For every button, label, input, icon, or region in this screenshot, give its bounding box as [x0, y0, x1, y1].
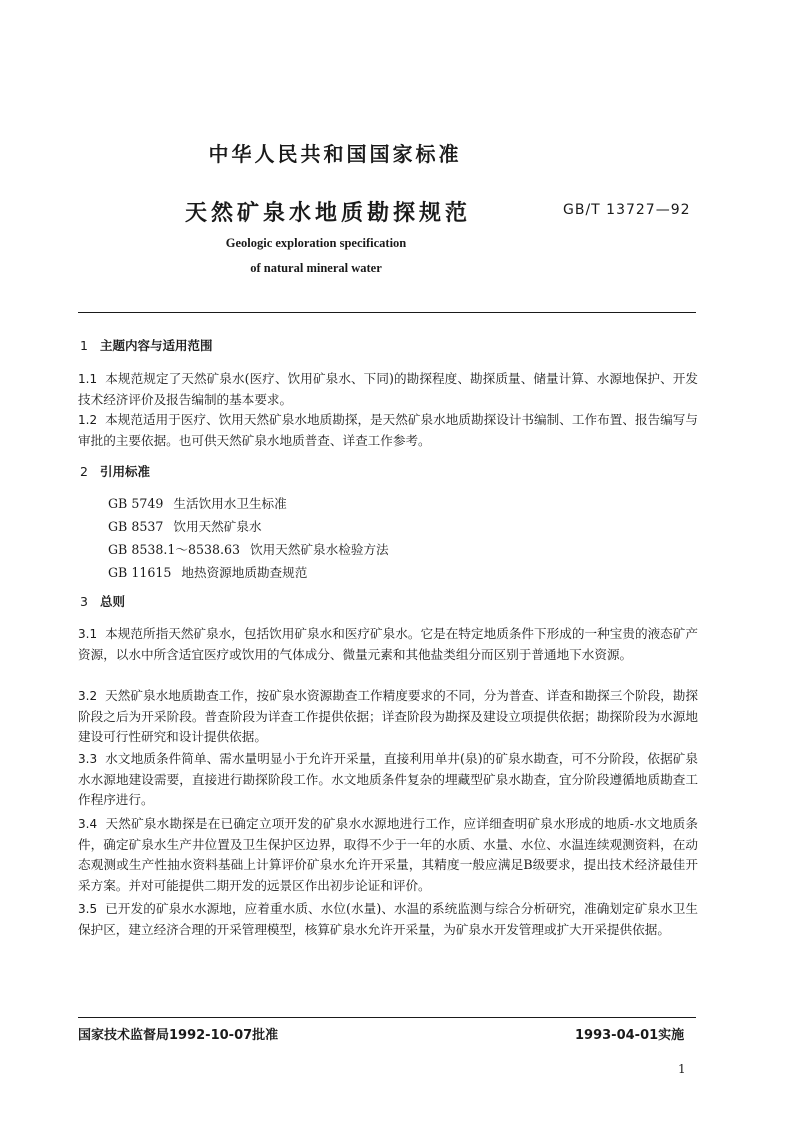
document-title: 天然矿泉水地质勘探规范: [185, 201, 472, 226]
section-title: 引用标准: [100, 464, 151, 479]
paragraph-1-2: [78, 410, 698, 451]
clause-text: 本规范所指天然矿泉水，包括饮用矿泉水和医疗矿泉水。它是在特定地质条件下形成的一种宝贵的液态矿产资源，以水中所含适宜医疗或饮用的气体成分、微量元素和其他盐类组分而区别于普通地下水资源。: [78, 626, 699, 662]
section-number: 1: [80, 338, 88, 353]
ref-code: GB 8537: [108, 519, 164, 534]
clause-number: 1.2: [78, 413, 98, 427]
list-item: [108, 515, 389, 538]
clause-text: 已开发的矿泉水水源地，应着重水质、水位(水量)、水温的系统监测与综合分析研究，准确划定矿泉水卫生保护区，建立经济合理的开采管理模型，核算矿泉水允许开采量，为矿泉水开发管理或扩大开采提供依据。: [78, 901, 699, 937]
clause-number: 3.5: [78, 902, 98, 916]
approval-note: 国家技术监督局1992-10-07批准: [78, 1028, 279, 1043]
section-title: 主题内容与适用范围: [100, 338, 213, 353]
standard-org-heading: 中华人民共和国国家标准: [208, 142, 462, 166]
clause-text: 天然矿泉水地质勘查工作，按矿泉水资源勘查工作精度要求的不同，分为普查、详查和勘探三个阶段，勘探阶段之后为开采阶段。普查阶段为详查工作提供依据；详查阶段为勘探及建设立项提供依据；勘探阶段为水源地建设可行性研究和设计提供依据。: [78, 688, 699, 744]
section-number: 3: [80, 594, 88, 609]
english-title-line-2: of natural mineral water: [250, 261, 382, 275]
paragraph-3-4: [78, 814, 698, 896]
ref-name: 生活饮用水卫生标准: [173, 496, 287, 511]
paragraph-3-1: [78, 624, 698, 665]
referenced-standards-list: [108, 492, 389, 584]
clause-text: 天然矿泉水勘探是在已确定立项开发的矿泉水水源地进行工作，应详细查明矿泉水形成的地质-水文地质条件，确定矿泉水生产井位置及卫生保护区边界，取得不少于一年的水质、水量、水位、水温连续观测资料，在动态观测或生产性抽水资料基础上计算评价矿泉水允许开采量，其精度一般应满足B级要求，提出技术经济最佳开采方案。并对可能提供二期开发的远景区作出初步论证和评价。: [78, 816, 698, 893]
clause-text: 本规范规定了天然矿泉水(医疗、饮用矿泉水、下同)的勘探程度、勘探质量、储量计算、水源地保护、开发技术经济评价及报告编制的基本要求。: [78, 371, 699, 407]
footer-divider: [78, 1017, 696, 1018]
ref-code: GB 5749: [108, 496, 164, 511]
ref-name: 地热资源地质勘查规范: [181, 565, 308, 580]
clause-number: 3.2: [78, 689, 98, 703]
clause-text: 本规范适用于医疗、饮用天然矿泉水地质勘探，是天然矿泉水地质勘探设计书编制、工作布置、报告编写与审批的主要依据。也可供天然矿泉水地质普查、详查工作参考。: [78, 412, 699, 448]
clause-number: 1.1: [78, 372, 98, 386]
page-number: 1: [678, 1062, 686, 1076]
ref-code: GB 11615: [108, 565, 172, 580]
section-1-heading: [80, 336, 213, 354]
section-number: 2: [80, 464, 88, 479]
clause-number: 3.1: [78, 627, 98, 641]
paragraph-3-2: [78, 686, 698, 748]
header-divider: [78, 312, 696, 313]
section-3-heading: [80, 592, 125, 610]
paragraph-1-1: [78, 369, 698, 410]
clause-text: 水文地质条件简单、需水量明显小于允许开采量，直接利用单井(泉)的矿泉水勘查，可不分阶段，依据矿泉水水源地建设需要，直接进行勘探阶段工作。水文地质条件复杂的埋藏型矿泉水勘查，宜分阶段遵循地质勘查工作程序进行。: [78, 751, 699, 807]
clause-number: 3.4: [78, 817, 98, 831]
paragraph-3-3: [78, 749, 698, 811]
clause-number: 3.3: [78, 752, 98, 766]
list-item: [108, 538, 389, 561]
effective-date: 1993-04-01实施: [575, 1028, 685, 1043]
standard-code: GB/T 13727—92: [563, 202, 691, 218]
section-2-heading: [80, 462, 150, 480]
ref-code: GB 8538.1～8538.63: [108, 542, 241, 557]
ref-name: 饮用天然矿泉水: [173, 519, 262, 534]
ref-name: 饮用天然矿泉水检验方法: [250, 542, 389, 557]
english-title-line-1: Geologic exploration specification: [225, 236, 407, 250]
section-title: 总则: [100, 594, 126, 609]
list-item: [108, 561, 389, 584]
paragraph-3-5: [78, 899, 698, 940]
list-item: [108, 492, 389, 515]
